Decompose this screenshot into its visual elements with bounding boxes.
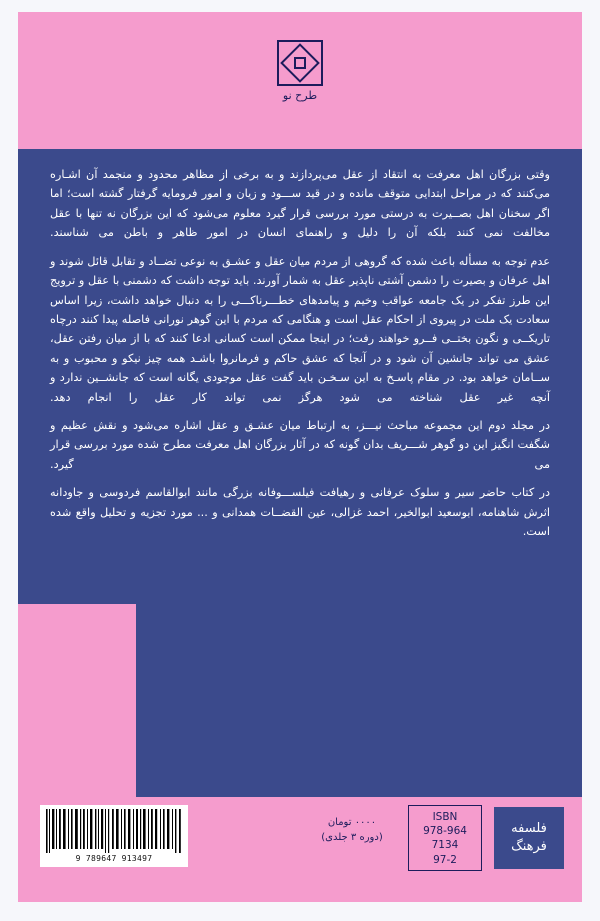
isbn-label: ISBN xyxy=(432,811,458,823)
publisher-name: طرح نو xyxy=(282,89,318,102)
blurb-paragraph: عدم توجه به مسأله باعث شده که گروهی از مردم میان عقل و عشـق به نوعی تضــاد و تقابل قائل شوند و اهل عرفان و بصیرت را دشمن آشتی ناپذیر عقل به شمار آورند. باید توجه داشت که دشمنی با عقل و ترویج این طرز تفکر در یک جامعه عواقب وخیم و پیامدهای خطـــرناکـــی را به دنبال خواهد داشت، زیرا اساس سعادت یک ملت در پیروی از احکام عقل است و هنگامی که مردم با این گوهر نورانی فاصله پیدا کنند درچاه تاریکــی و نگون بختــی فــرو خواهند رفت؛ در اینجا ممکن است کسانی ادعا کنند که با از میان رفتن عقل، عشق می تواند جانشین آن شود و در آنجا که عشق حاکم و فرمانروا باشـد همه چیز نیکو و محبوب و به ســامان خواهد بود. در مقام پاسـخ به این سـخـن باید گفت عقل موجودی یگانه است که جانشــین ندارد و آنچه غیر عقل شناخته می شود هرگز نمی تواند کار عقل را انجام دهد. xyxy=(50,254,550,404)
blurb-panel xyxy=(18,149,582,797)
isbn-line2: 7134 xyxy=(431,839,459,852)
price-box xyxy=(310,815,394,845)
publisher-logo xyxy=(272,40,328,118)
publisher-diamond-logo-icon xyxy=(277,40,323,86)
barcode-digits: 9 789647 913497 xyxy=(75,854,153,863)
cover-artwork xyxy=(18,12,582,902)
barcode xyxy=(40,805,188,867)
blurb-paragraph: وقتی بزرگان اهل معرفت به انتقاد از عقل می‌پردازند و به برخی از مظاهر محدود و منجمد آن اشـاره می‌کنند که در مراحل ابتدایی متوقف مانده و در قید ســـود و زیان و امور فرومایه گرفتار گشته است؛ اما اگر سخنان اهل بصــیرت به درستی مورد بررسی قرار گیرد معلوم می‌شود که این بزرگان نه تنها با عقل مخالفت نمی کنند بلکه آن را دلیل و راهنمای انسان در امور ظاهر و باطن می شناسند. xyxy=(50,168,550,240)
top-pink-band xyxy=(18,12,582,149)
barcode-bars-icon xyxy=(45,809,183,853)
isbn-line1: 978-964 xyxy=(423,825,467,838)
series-badge-line2: فرهنگ xyxy=(511,839,547,854)
bottom-info-strip xyxy=(18,797,582,902)
isbn-box xyxy=(408,805,482,871)
price-amount: ۰۰۰۰ تومان xyxy=(327,817,377,828)
blurb-paragraph: در مجلد دوم این مجموعه مباحث نیـــز، به ارتباط میان عشـق و عقل اشاره می‌شود و نقش عظیم و شگفت انگیز این دو گوهر شـــریف بدان گونه که در آثار بزرگان اهل معرفت مطرح شده مورد بررسی قرار می گیرد. xyxy=(50,419,550,471)
isbn-line3: 97-2 xyxy=(433,853,457,866)
series-badge xyxy=(494,807,564,869)
price-volumes-note: (دوره ۳ جلدی) xyxy=(321,832,383,843)
series-badge-line1: فلسفه xyxy=(511,820,547,836)
blurb-paragraph: در کتاب حاضر سیر و سلوک عرفانی و رهیافت فیلســـوفانه بزرگی مانند ابوالقاسم فردوسی و جاودانه اثرش شاهنامه، ابوسعید ابوالخیر، احمد غزالی، عین القضــات همدانی و ... مورد تجزیه و تحلیل واقع شده است. xyxy=(50,486,550,539)
